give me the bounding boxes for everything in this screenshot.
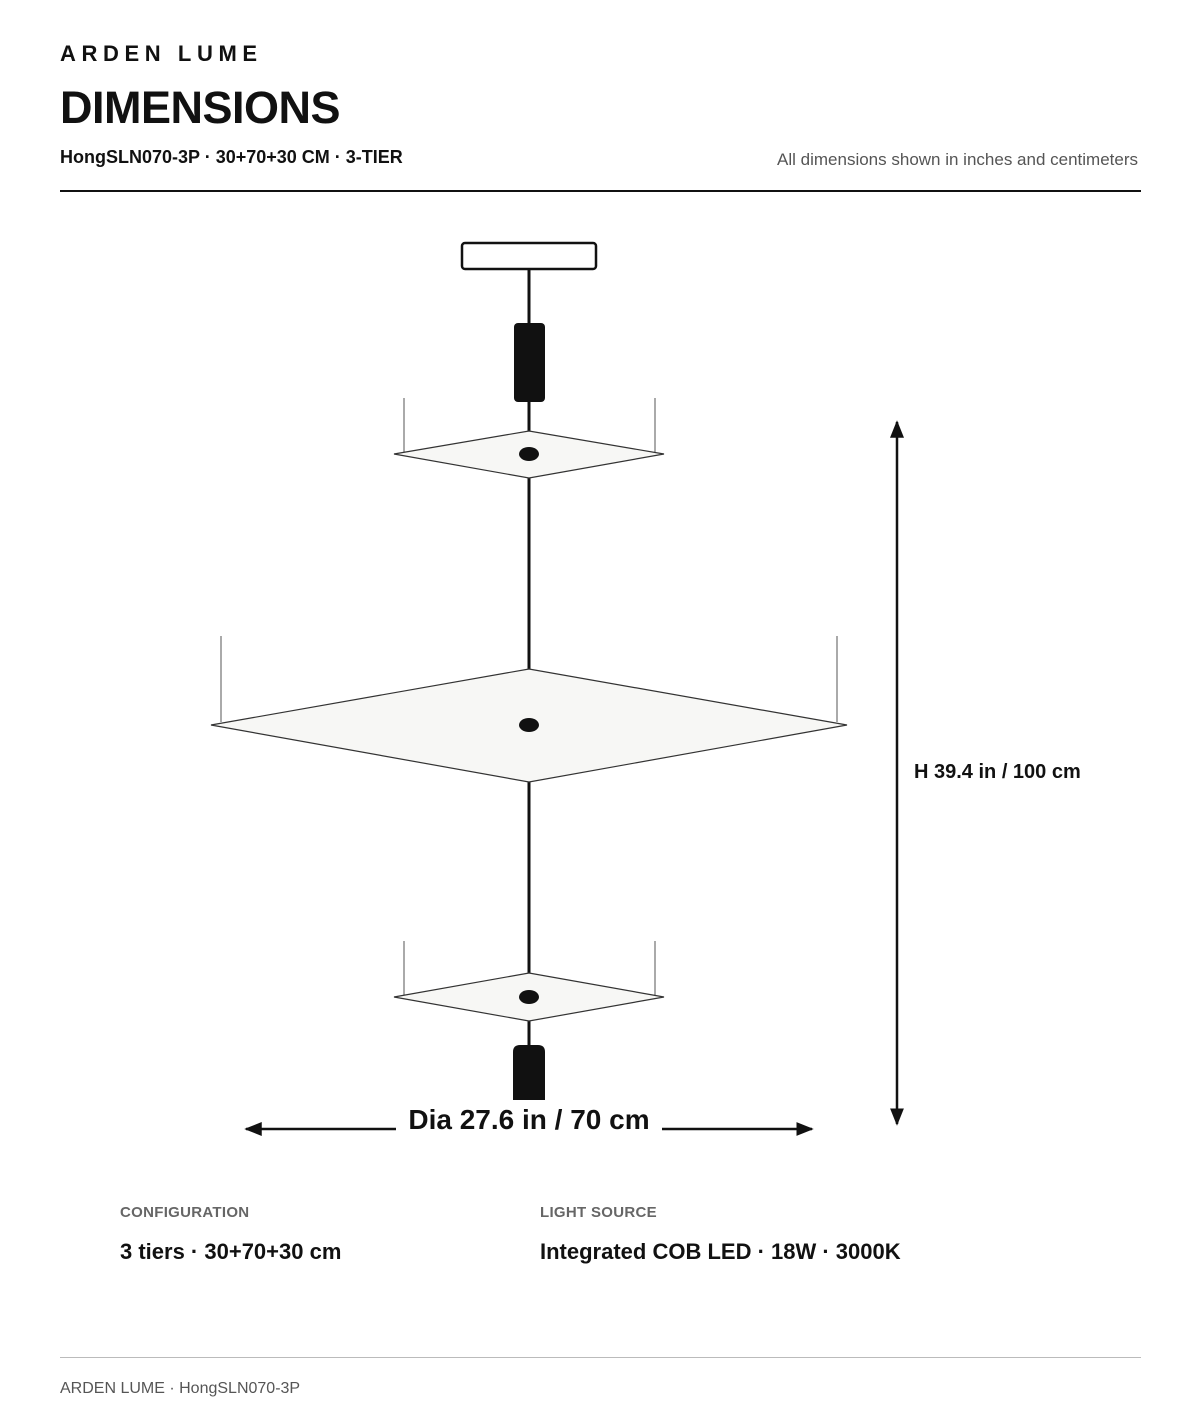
diameter-label: Dia 27.6 in / 70 cm bbox=[408, 1104, 650, 1135]
spec-light-source-label: LIGHT SOURCE bbox=[540, 1204, 657, 1221]
product-subtitle: HongSLN070-3P · 30+70+30 CM · 3-TIER bbox=[60, 147, 403, 167]
footer-text: ARDEN LUME · HongSLN070-3P bbox=[60, 1380, 301, 1397]
spec-light-source bbox=[540, 1204, 901, 1265]
bottom-end-cap bbox=[513, 1045, 545, 1100]
upper-driver bbox=[514, 323, 545, 402]
footer-divider bbox=[60, 1357, 1141, 1358]
spec-configuration-label: CONFIGURATION bbox=[120, 1204, 250, 1221]
height-label: H 39.4 in / 100 cm bbox=[914, 761, 1081, 783]
spec-configuration bbox=[120, 1204, 341, 1265]
spec-light-source-value: Integrated COB LED · 18W · 3000K bbox=[540, 1239, 901, 1264]
page-title: DIMENSIONS bbox=[60, 82, 341, 133]
ceiling-canopy bbox=[462, 243, 596, 269]
brand-name: ARDEN LUME bbox=[60, 41, 263, 66]
units-note: All dimensions shown in inches and centimeters bbox=[777, 150, 1138, 169]
spec-configuration-value: 3 tiers · 30+70+30 cm bbox=[120, 1239, 342, 1264]
